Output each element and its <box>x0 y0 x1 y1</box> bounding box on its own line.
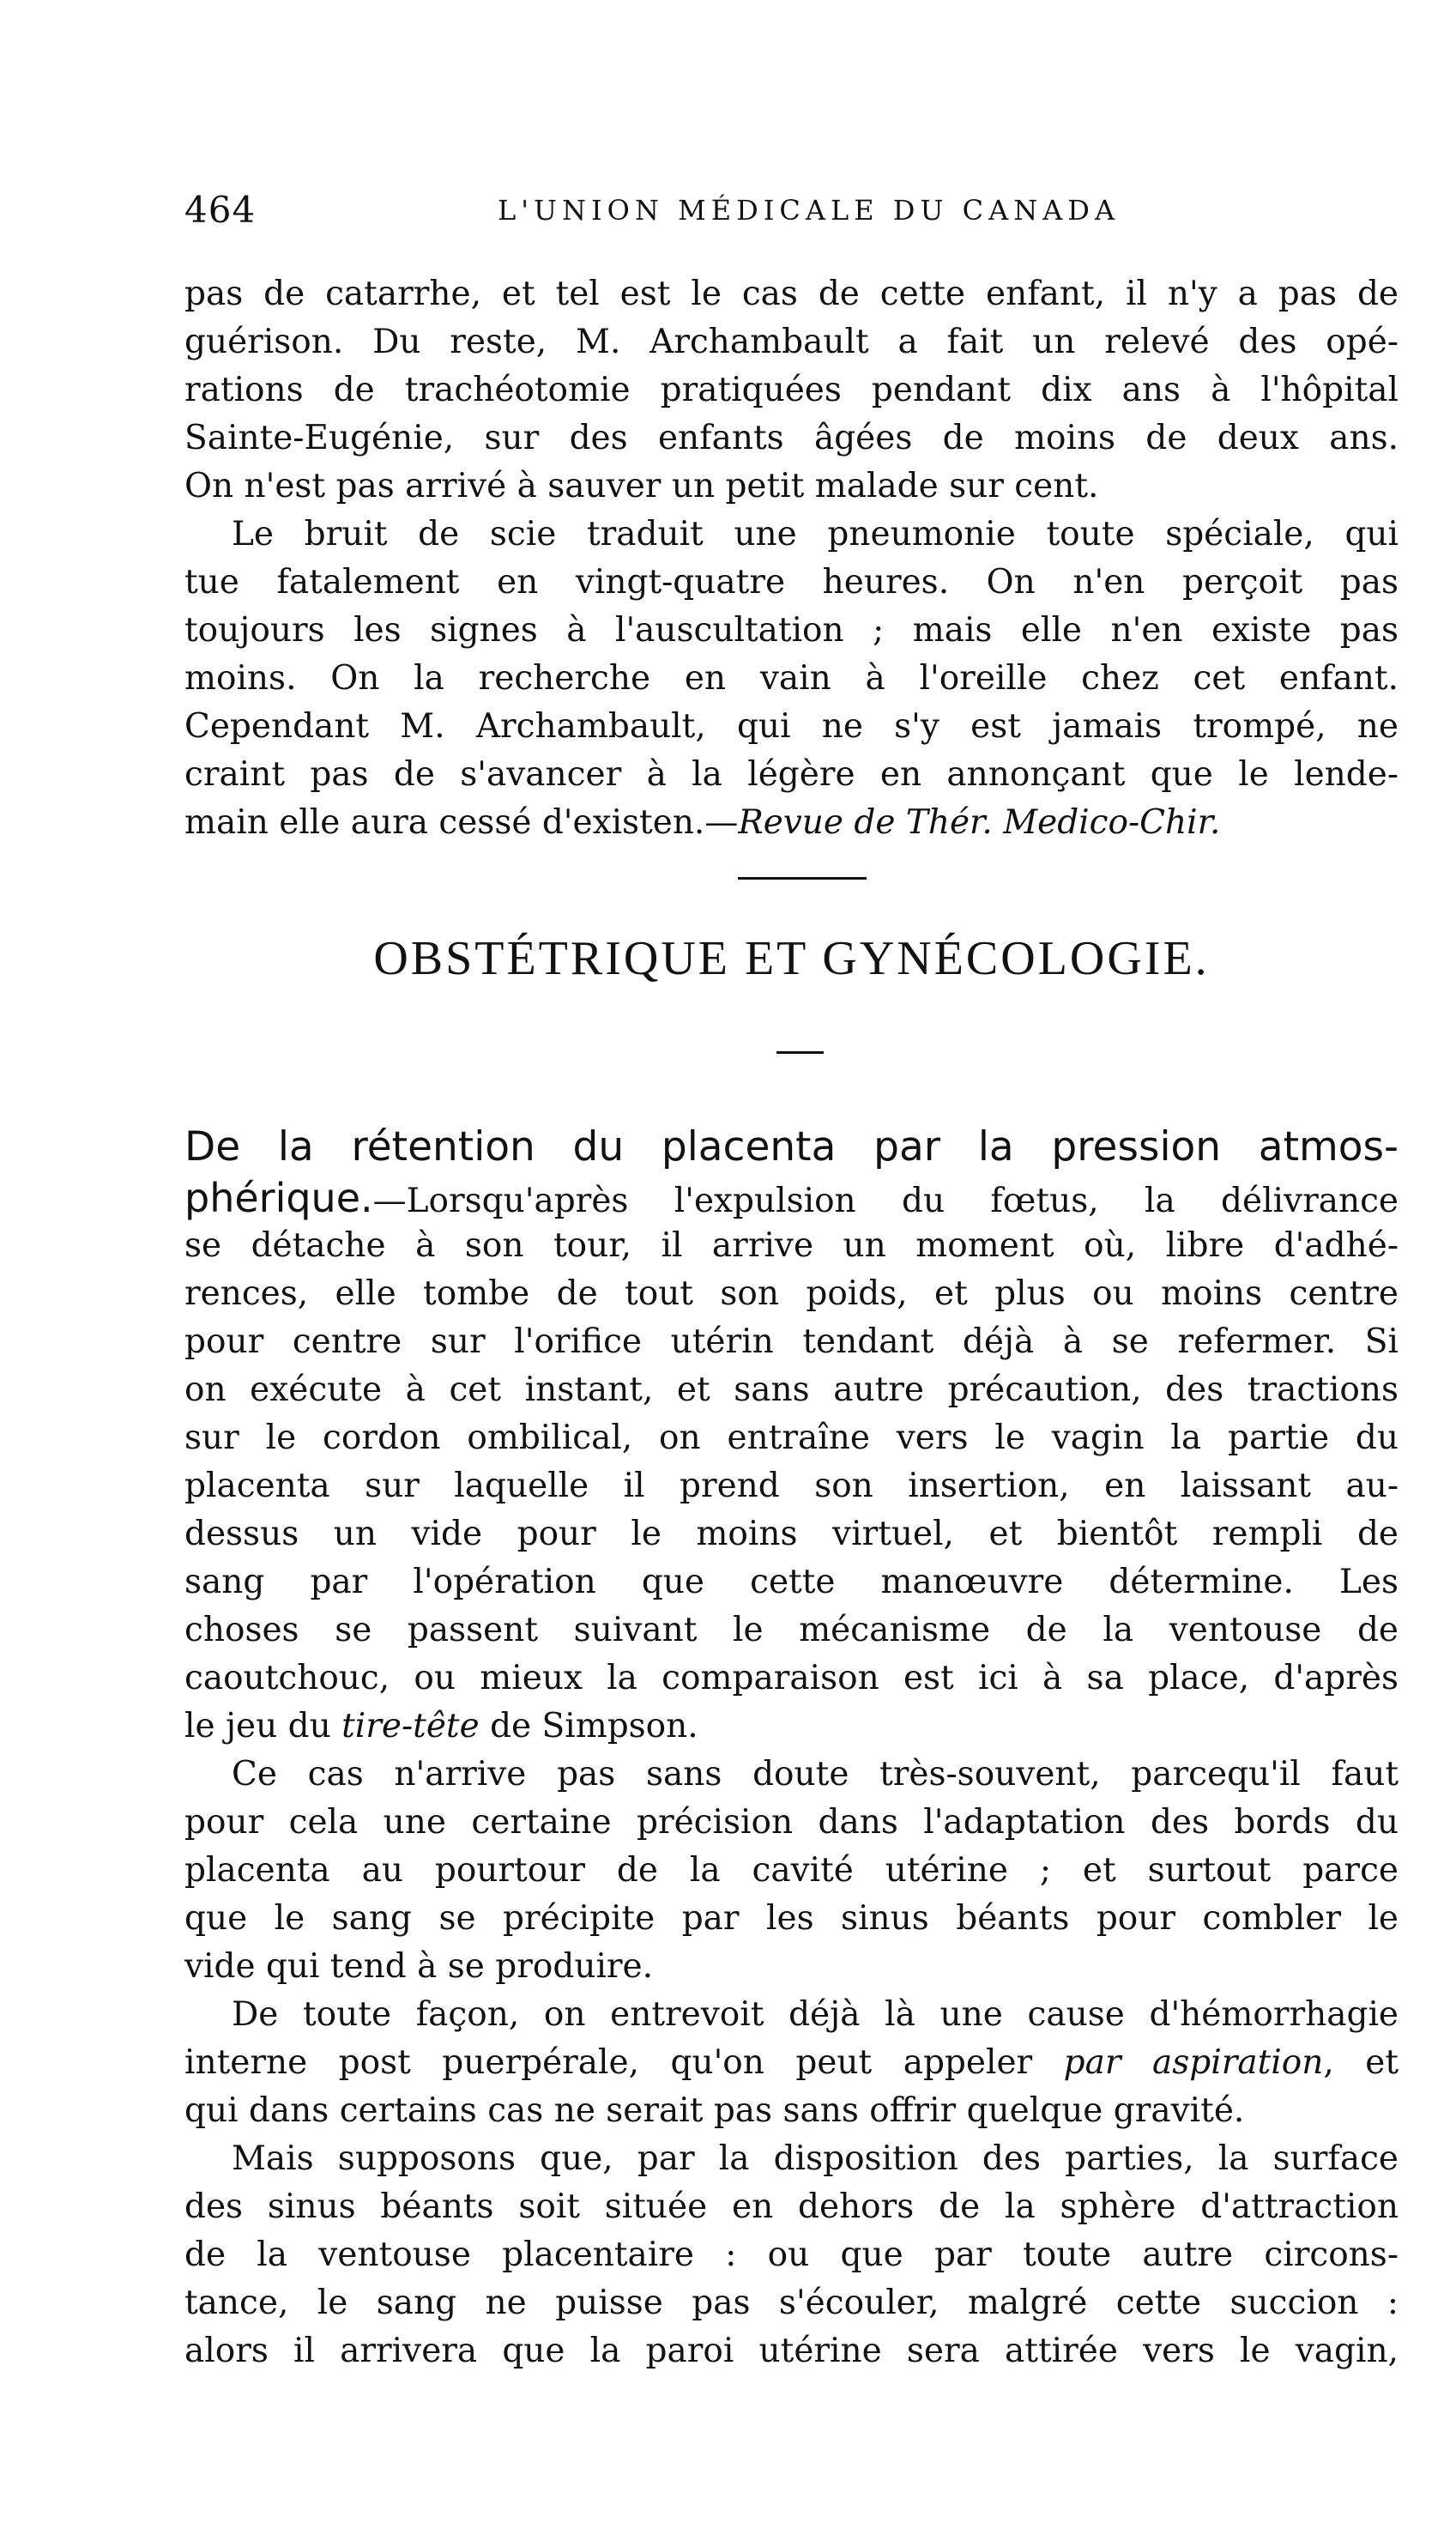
page-number: 464 <box>184 189 257 231</box>
text-line: des sinus béants soit située en dehors de la sphère d'attraction <box>184 2187 1399 2226</box>
text-line <box>184 1174 1399 1222</box>
text-line: Sainte-Eugénie, sur des enfants âgées de moins de deux ans. <box>184 419 1399 457</box>
text-segment: main elle aura cessé d'existen.— <box>184 803 739 842</box>
continued-text <box>184 270 1399 847</box>
italic-term: tire-tête <box>341 1707 480 1745</box>
text-line: de la ventouse placentaire : ou que par toute autre circons- <box>184 2236 1399 2274</box>
text-line: On n'est pas arrivé à sauver un petit malade sur cent. <box>184 467 1099 505</box>
text-line-with-source <box>184 799 1399 847</box>
text-line: placenta au pourtour de la cavité utérine ; et surtout parce <box>184 1851 1399 1890</box>
text-line: toujours les signes à l'auscultation ; mais elle n'en existe pas <box>184 611 1399 650</box>
text-line: tue fatalement en vingt-quatre heures. On n'en perçoit pas <box>184 563 1399 602</box>
article-heading: De la rétention du placenta par la pression atmos- <box>184 1123 1399 1171</box>
text-line: vide qui tend à se produire. <box>184 1947 654 1986</box>
text-line: caoutchouc, ou mieux la comparaison est ici à sa place, d'après <box>184 1659 1399 1697</box>
text-line: qui dans certains cas ne serait pas sans offrir quelque gravité. <box>184 2091 1245 2130</box>
text-line: craint pas de s'avancer à la légère en annonçant que le lende- <box>184 755 1399 794</box>
source-citation: Revue de Thér. Medico-Chir. <box>738 803 1221 842</box>
text-line: Le bruit de scie traduit une pneumonie toute spéciale, qui <box>232 515 1399 554</box>
section-divider-long <box>738 877 867 880</box>
section-divider-short <box>776 1051 824 1054</box>
text-line: pas de catarrhe, et tel est le cas de cette enfant, il n'y a pas de <box>184 275 1399 313</box>
text-segment: le jeu du <box>184 1707 342 1745</box>
text-line: sur le cordon ombilical, on entraîne vers le vagin la partie du <box>184 1419 1399 1457</box>
journal-title: L'UNION MÉDICALE DU CANADA <box>497 194 1121 227</box>
text-line: sang par l'opération que cette manœuvre détermine. Les <box>184 1563 1399 1601</box>
text-line: pour centre sur l'orifice utérin tendant déjà à se refermer. Si <box>184 1322 1399 1361</box>
text-line: Ce cas n'arrive pas sans doute très-souvent, parcequ'il faut <box>232 1755 1399 1794</box>
running-head <box>184 189 1399 232</box>
article-heading-continued: phérique. <box>184 1175 373 1221</box>
text-line: rations de trachéotomie pratiquées pendant dix ans à l'hôpital <box>184 371 1399 409</box>
text-line <box>184 2039 1399 2087</box>
text-line: que le sang se précipite par les sinus béants pour combler le <box>184 1899 1399 1938</box>
text-line: Mais supposons que, par la disposition des parties, la surface <box>232 2139 1399 2178</box>
text-line: Cependant M. Archambault, qui ne s'y est jamais trompé, ne <box>184 707 1399 746</box>
text-line: pour cela une certaine précision dans l'adaptation des bords du <box>184 1803 1399 1842</box>
text-segment: —Lorsqu'après l'expulsion du fœtus, la délivrance <box>372 1182 1399 1220</box>
text-line: placenta sur laquelle il prend son insertion, en laissant au- <box>184 1467 1399 1505</box>
italic-term: par aspiration <box>1063 2043 1324 2082</box>
text-line: guérison. Du reste, M. Archambault a fait un relevé des opé- <box>184 323 1399 361</box>
text-line: moins. On la recherche en vain à l'oreille chez cet enfant. <box>184 659 1399 698</box>
text-segment: interne post puerpérale, qu'on peut appeler <box>184 2043 1064 2082</box>
text-line: De toute façon, on entrevoit déjà là une cause d'hémorrhagie <box>232 1995 1399 2034</box>
section-title: OBSTÉTRIQUE ET GYNÉCOLOGIE. <box>373 932 1210 985</box>
text-line: choses se passent suivant le mécanisme de la ventouse de <box>184 1611 1399 1649</box>
text-line: rences, elle tombe de tout son poids, et plus ou moins centre <box>184 1274 1399 1313</box>
text-line: se détache à son tour, il arrive un moment où, libre d'adhé- <box>184 1226 1399 1265</box>
article-body <box>184 1174 1399 2375</box>
text-segment: de Simpson. <box>479 1707 698 1745</box>
text-line: tance, le sang ne puisse pas s'écouler, malgré cette succion : <box>184 2284 1399 2322</box>
text-segment: , et <box>1323 2043 1399 2082</box>
text-line: alors il arrivera que la paroi utérine sera attirée vers le vagin, <box>184 2332 1399 2370</box>
text-line: dessus un vide pour le moins virtuel, et bientôt rempli de <box>184 1515 1399 1553</box>
text-line: on exécute à cet instant, et sans autre précaution, des tractions <box>184 1370 1399 1409</box>
text-line <box>184 1703 1399 1751</box>
